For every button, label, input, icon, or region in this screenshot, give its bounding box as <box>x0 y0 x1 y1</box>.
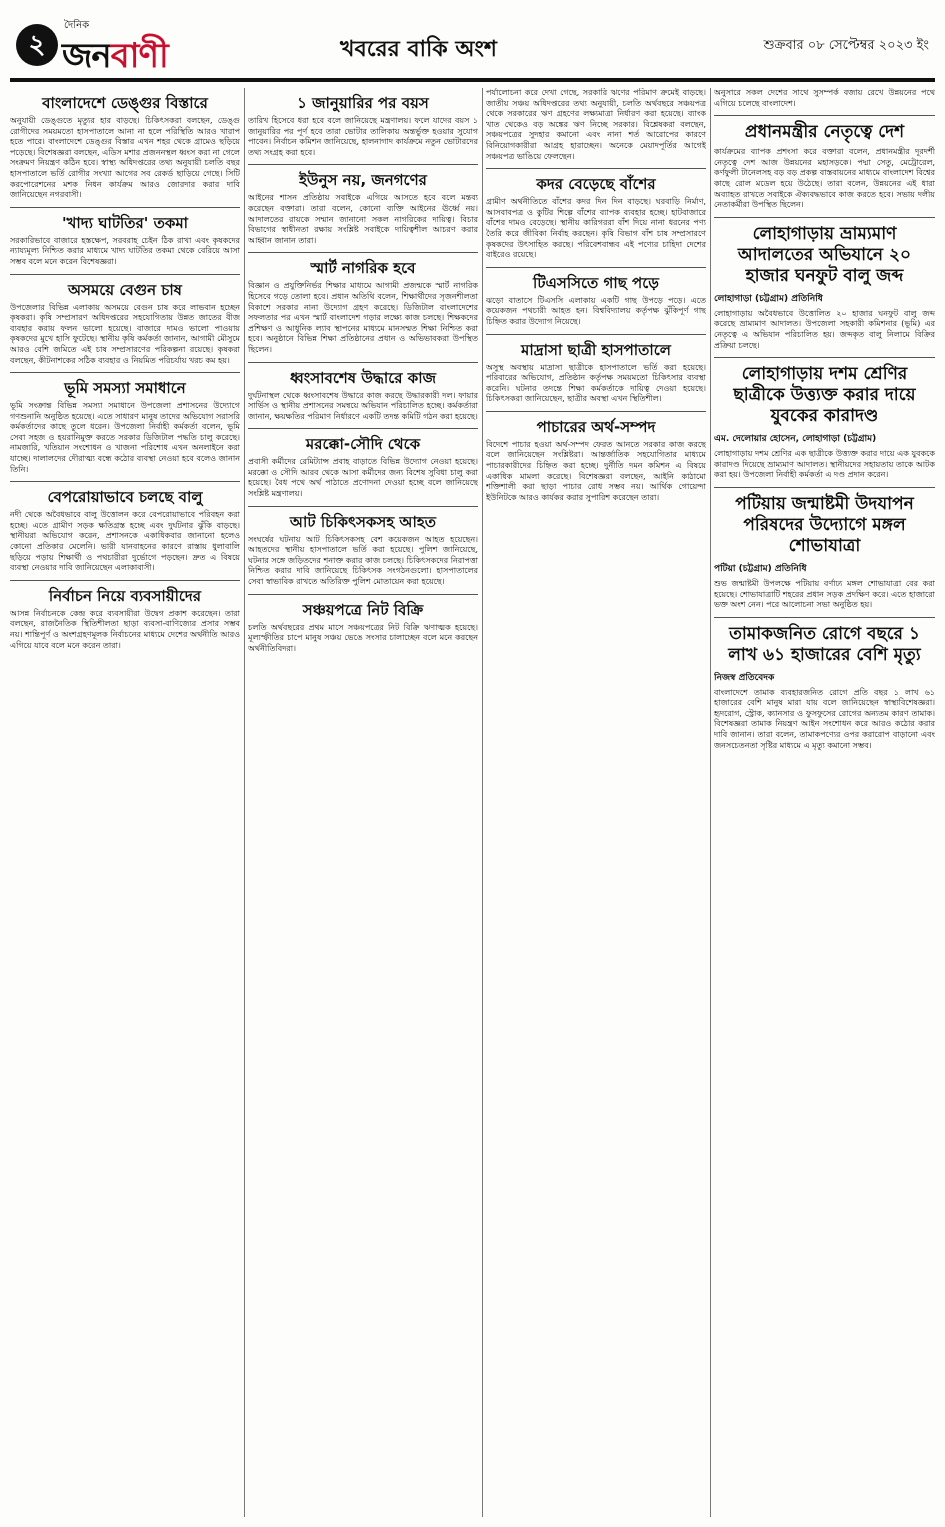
article <box>714 494 935 611</box>
article <box>248 171 478 246</box>
article-byline: লোহাগাড়া (চট্টগ্রাম) প্রতিনিধি <box>714 293 823 304</box>
article <box>248 369 478 423</box>
article-headline: লোহাগাড়ায় ভ্রাম্যমাণ আদালতের অভিযানে ২০ হাজার ঘনফুট বালু জব্দ <box>737 223 912 286</box>
article-headline: ধ্বংসাবশেষ উদ্ধারে কাজ <box>289 368 437 387</box>
divider <box>248 428 478 429</box>
article <box>714 122 935 211</box>
article-headline: স্মার্ট নাগরিক হবে <box>310 259 416 278</box>
column-divider <box>710 88 711 1517</box>
article-body: নদী থেকে অবৈধভাবে বালু উত্তোলন করে বেপরোয়াভাবে পরিবহন করা হচ্ছে। এতে গ্রামীণ সড়ক ক্ষতিগ্রস্ত হচ্ছে এবং দুর্ঘটনার ঝুঁকি বাড়ছে। স্থানীয়রা অভিযোগ করেন, প্রশাসনকে একাধিকবার জানানো হলেও কোনো প্রতিকার মেলেনি। ভারী যানবাহনের কারণে রাস্তায় ধুলাবালি ছড়িয়ে পড়ায় শিক্ষার্থী ও পথচারীরা দুর্ভোগে পড়ছেন। দ্রুত এ বিষয়ে ব্যবস্থা নেওয়ার দাবি জানিয়েছেন এলাকাবাসী। <box>10 510 240 573</box>
article-headline: টিএসসিতে গাছ পড়ে <box>533 273 659 292</box>
divider <box>714 217 935 218</box>
divider <box>10 372 240 373</box>
divider <box>248 594 478 595</box>
article-headline: ইউনুস নয়, জনগণের <box>299 171 427 190</box>
article-body: শুভ জন্মাষ্টমী উপলক্ষে পটিয়ায় বর্ণাঢ্য মঙ্গল শোভাযাত্রা বের করা হয়েছে। শোভাযাত্রাটি শহরের প্রধান সড়ক প্রদক্ষিণ করে। এতে হাজারো ভক্ত অংশ নেন। পরে আলোচনা সভা অনুষ্ঠিত হয়। <box>714 578 935 610</box>
article <box>486 175 706 261</box>
masthead <box>10 10 935 82</box>
article-body: দুর্ঘটনাস্থল থেকে ধ্বংসাবশেষ উদ্ধারে কাজ করছে উদ্ধারকারী দল। ফায়ার সার্ভিস ও স্থানীয় প্রশাসনের সমন্বয়ে অভিযান পরিচালিত হচ্ছে। কর্মকর্তারা জানান, ক্ষয়ক্ষতির পরিমাণ নির্ধারণে একটি তদন্ত কমিটি গঠন করা হয়েছে। <box>248 390 478 421</box>
article <box>248 94 478 158</box>
column-4 <box>714 88 935 1517</box>
article-headline: বেপরোয়াভাবে চলছে বালু <box>47 488 203 507</box>
article <box>714 224 935 351</box>
masthead-rule <box>10 78 935 82</box>
article-body: গ্রামীণ অর্থনীতিতে বাঁশের কদর দিন দিন বাড়ছে। ঘরবাড়ি নির্মাণ, আসবাবপত্র ও কুটির শিল্পে বাঁশের ব্যাপক ব্যবহার হচ্ছে। হাটবাজারে বাঁশের দামও বেড়েছে। স্থানীয় কারিগররা বাঁশ দিয়ে নানা ধরনের পণ্য তৈরি করে জীবিকা নির্বাহ করছেন। কৃষি বিভাগ বাঁশ চাষ সম্প্রসারণে কৃষকদের উৎসাহিত করছে। পরিবেশবান্ধব এই পণ্যের চাহিদা দেশের বাইরেও রয়েছে। <box>486 197 706 260</box>
article <box>486 341 706 405</box>
article-headline: প্রধানমন্ত্রীর নেতৃত্বে দেশ <box>744 122 905 143</box>
article <box>248 513 478 588</box>
column-divider <box>482 88 483 1517</box>
column-2 <box>248 88 478 1517</box>
article-continuation <box>714 88 935 109</box>
article-headline: আট চিকিৎসকসহ আহত <box>289 512 437 531</box>
article-byline: নিজস্ব প্রতিবেদক <box>714 672 775 683</box>
article-body: প্রবাসী কর্মীদের রেমিট্যান্স প্রবাহ বাড়াতে বিভিন্ন উদ্যোগ নেওয়া হয়েছে। মরক্কো ও সৌদি আরব থেকে আসা কর্মীদের জন্য বিশেষ সুবিধা চালু করা হয়েছে। বৈধ পথে অর্থ পাঠাতে প্রণোদনা দেওয়া হচ্ছে বলে জানিয়েছে সংশ্লিষ্ট মন্ত্রণালয়। <box>248 457 478 499</box>
issue-date: শুক্রবার ০৮ সেপ্টেম্বর ২০২৩ ইং <box>763 38 929 53</box>
article <box>486 274 706 328</box>
article-body: উপজেলার বিভিন্ন এলাকায় অসময়ে বেগুন চাষ করে লাভবান হচ্ছেন কৃষকরা। কৃষি সম্প্রসারণ অধিদপ্তরের সহযোগিতায় উন্নত জাতের বীজ ব্যবহার করায় ফলন ভালো হয়েছে। বাজারে দামও ভালো পাওয়ায় কৃষকদের মুখে হাসি ফুটেছে। স্থানীয় কৃষি কর্মকর্তা জানান, আগামী মৌসুমে আরও বেশি জমিতে এই চাষ সম্প্রসারণের পরিকল্পনা রয়েছে। কৃষকরা বলছেন, কীটনাশকের সঠিক ব্যবহার ও নিয়মিত পরিচর্যায় খরচ কম হয়। <box>10 302 240 365</box>
article-body: আইনের শাসন প্রতিষ্ঠায় সবাইকে এগিয়ে আসতে হবে বলে মন্তব্য করেছেন বক্তারা। তারা বলেন, কোনো ব্যক্তি আইনের ঊর্ধ্বে নয়। আদালতের রায়কে সম্মান জানানো সকল নাগরিকের দায়িত্ব। বিচার বিভাগের স্বাধীনতা রক্ষায় সংশ্লিষ্ট সবাইকে দায়িত্বশীল আচরণ করার আহ্বান জানান তারা। <box>248 193 478 245</box>
article-headline: সঞ্চয়পত্রে নিট বিক্রি <box>302 600 424 619</box>
article-headline: কদর বেড়েছে বাঁশের <box>536 175 656 194</box>
column-3 <box>486 88 706 1517</box>
divider <box>248 164 478 165</box>
divider <box>10 207 240 208</box>
article-body: লোহাগাড়ায় অবৈধভাবে উত্তোলিত ২০ হাজার ঘনফুট বালু জব্দ করেছে ভ্রাম্যমাণ আদালত। উপজেলা সহকারী কমিশনার (ভূমি) এর নেতৃত্বে এ অভিযান পরিচালিত হয়। জব্দকৃত বালু নিলামে বিক্রির প্রক্রিয়া চলছে। <box>714 308 935 350</box>
article <box>10 281 240 367</box>
divider <box>486 411 706 412</box>
article-headline: 'খাদ্য ঘাটতির' তকমা <box>61 213 189 232</box>
divider <box>714 617 935 618</box>
page-number: ২ <box>16 24 58 66</box>
article-byline: এম. দেলোয়ার হোসেন, লোহাগাড়া (চট্টগ্রাম) <box>714 434 877 445</box>
article-body: অনুসারে সকল দেশের সাথে সুসম্পর্ক বজায় রেখে উন্নয়নের পথে এগিয়ে চলেছে বাংলাদেশ। <box>714 88 935 108</box>
article-headline: অসময়ে বেগুন চাষ <box>68 280 182 299</box>
divider <box>486 267 706 268</box>
logo-part-2: বাণী <box>110 36 168 76</box>
divider <box>486 168 706 169</box>
article <box>248 259 478 355</box>
logo-prefix: দৈনিক <box>64 20 90 31</box>
article <box>248 435 478 499</box>
article-body: ঝড়ো বাতাসে টিএসসি এলাকায় একটি গাছ উপড়ে পড়ে। এতে কয়েকজন পথচারী আহত হন। বিশ্ববিদ্যালয় কর্তৃপক্ষ ঝুঁকিপূর্ণ গাছ চিহ্নিত করার উদ্যোগ নিয়েছে। <box>486 295 706 326</box>
divider <box>10 580 240 581</box>
article-headline: পটিয়ায় জন্মাষ্টমী উদযাপন পরিষদের উদ্যোগে মঙ্গল শোভাযাত্রা <box>735 493 914 556</box>
article-headline: ১ জানুয়ারির পর বয়স <box>297 94 429 112</box>
article-body: আসন্ন নির্বাচনকে কেন্দ্র করে ব্যবসায়ীরা উদ্বেগ প্রকাশ করেছেন। তারা বলছেন, রাজনৈতিক স্থিতিশীলতা ছাড়া ব্যবসা-বাণিজ্যের প্রসার সম্ভব নয়। শান্তিপূর্ণ ও অংশগ্রহণমূলক নির্বাচনের মাধ্যমে দেশের অর্থনীতি আরও এগিয়ে যাবে বলে মনে করেন তারা। <box>10 608 240 650</box>
article-headline: নির্বাচন নিয়ে ব্যবসায়ীদের <box>48 586 202 605</box>
column-divider <box>244 88 245 1517</box>
article-continuation <box>486 88 706 162</box>
divider <box>248 362 478 363</box>
divider <box>486 334 706 335</box>
article <box>10 488 240 574</box>
article-headline: ভূমি সমস্যা সমাধানে <box>64 379 186 398</box>
article-body: সরকারিভাবে বাজারে হস্তক্ষেপ, সরবরাহ চেইন ঠিক রাখা এবং কৃষকদের ন্যায্যমূল্য নিশ্চিত করার মাধ্যমে খাদ্য ঘাটতির তকমা থেকে বেরিয়ে আসা সম্ভব বলে মনে করেন বিশেষজ্ঞরা। <box>10 235 240 266</box>
article-body: ভূমি সংক্রান্ত বিভিন্ন সমস্যা সমাধানে উপজেলা প্রশাসনের উদ্যোগে গণশুনানি অনুষ্ঠিত হয়েছে। এতে সাধারণ মানুষ তাদের অভিযোগ সরাসরি কর্মকর্তাদের কাছে তুলে ধরেন। উপজেলা নির্বাহী কর্মকর্তা বলেন, ভূমি সেবা সহজ ও হয়রানিমুক্ত করতে সরকার ডিজিটাল পদ্ধতি চালু করেছে। নামজারি, খতিয়ান সংশোধন ও খাজনা পরিশোধ এখন অনলাইনে করা যাচ্ছে। দালালদের দৌরাত্ম্য বন্ধে কঠোর ব্যবস্থা নেওয়া হবে বলেও জানান তিনি। <box>10 401 240 474</box>
article-body: পর্যালোচনা করে দেখা গেছে, সরকারি ঋণের পরিমাণ ক্রমেই বাড়ছে। জাতীয় সঞ্চয় অধিদপ্তরের তথ্য অনুযায়ী, চলতি অর্থবছরে সঞ্চয়পত্র থেকে সরকারের ঋণ গ্রহণের লক্ষ্যমাত্রা নির্ধারণ করা হয়েছে। ব্যাংক খাত থেকেও বড় অঙ্কের ঋণ নিচ্ছে সরকার। বিশ্লেষকরা বলছেন, সঞ্চয়পত্রের সুদহার কমানো এবং নানা শর্ত আরোপের কারণে বিনিয়োগকারীরা আগ্রহ হারাচ্ছেন। অনেকে মেয়াদপূর্তির আগেই সঞ্চয়পত্র ভাঙিয়ে ফেলছেন। <box>486 88 706 161</box>
logo-part-1: জন <box>62 36 111 76</box>
article <box>248 601 478 655</box>
article <box>714 364 935 481</box>
divider <box>248 506 478 507</box>
article <box>10 587 240 651</box>
divider <box>248 252 478 253</box>
divider <box>714 115 935 116</box>
article-body: অনুযায়ী ডেঙ্গুতে মৃত্যুর হার বাড়ছে। চিকিৎসকরা বলছেন, ডেঙ্গু রোগীদের সময়মতো হাসপাতালে আনা না হলে পরিস্থিতি আরও খারাপ হতে পারে। বাংলাদেশে ডেঙ্গুর বিস্তার এখন শহর থেকে গ্রামেও ছড়িয়ে পড়েছে। বিশেষজ্ঞরা বলছেন, এডিস মশার প্রজননস্থল ধ্বংস করা না গেলে সংক্রমণ নিয়ন্ত্রণ কঠিন হবে। স্বাস্থ্য অধিদপ্তরের তথ্য অনুযায়ী চলতি বছর হাসপাতালে ভর্তি রোগীর সংখ্যা আগের সব রেকর্ড ছাড়িয়ে গেছে। সিটি করপোরেশনের মশক নিধন কার্যক্রম আরও জোরদার করার দাবি জানিয়েছেন নগরবাসী। <box>10 116 240 200</box>
article-headline: মাদ্রাসা ছাত্রী হাসপাতালে <box>521 340 671 359</box>
article-body: বাংলাদেশে তামাক ব্যবহারজনিত রোগে প্রতি বছর ১ লাখ ৬১ হাজারের বেশি মানুষ মারা যায় বলে জানিয়েছেন স্বাস্থ্যবিশেষজ্ঞরা। হৃদরোগ, স্ট্রোক, ক্যানসার ও ফুসফুসের রোগের অন্যতম কারণ তামাক। বিশেষজ্ঞরা তামাক নিয়ন্ত্রণ আইন সংশোধন করে আরও কঠোর করার দাবি জানান। তারা বলেন, তামাকপণ্যের ওপর করারোপ বাড়ানো এবং জনসচেতনতা সৃষ্টির মাধ্যমে এ মৃত্যু কমানো সম্ভব। <box>714 687 935 750</box>
article-body: সংঘর্ষের ঘটনায় আট চিকিৎসকসহ বেশ কয়েকজন আহত হয়েছেন। আহতদের স্থানীয় হাসপাতালে ভর্তি করা হয়েছে। পুলিশ জানিয়েছে, ঘটনার সঙ্গে জড়িতদের শনাক্ত করার কাজ চলছে। চিকিৎসকদের নিরাপত্তা নিশ্চিত করার দাবি জানিয়েছে চিকিৎসক সংগঠনগুলো। হাসপাতালের সেবা স্বাভাবিক রাখতে অতিরিক্ত পুলিশ মোতায়েন করা হয়েছে। <box>248 534 478 587</box>
column-1 <box>10 88 240 1517</box>
article-byline: পটিয়া (চট্টগ্রাম) প্রতিনিধি <box>714 563 807 574</box>
article <box>486 418 706 504</box>
article-headline: লোহাগাড়ায় দশম শ্রেণির ছাত্রীকে উত্ত্যক্ত করার দায়ে যুবকের কারাদণ্ড <box>733 364 916 427</box>
divider <box>714 357 935 358</box>
article-body: তারিখ হিসেবে ধরা হবে বলে জানিয়েছে মন্ত্রণালয়। ফলে যাদের বয়স ১ জানুয়ারির পর পূর্ণ হবে তারা ভোটার তালিকায় অন্তর্ভুক্ত হওয়ার সুযোগ পাবেন। নির্বাচন কমিশন জানিয়েছে, হালনাগাদ কার্যক্রমে নতুন ভোটারদের তথ্য সংগ্রহ করা হবে। <box>248 116 478 157</box>
article <box>10 94 240 201</box>
article <box>10 379 240 475</box>
article-headline: পাচারের অর্থ-সম্পদ <box>536 417 656 436</box>
article-body: অসুস্থ অবস্থায় মাদ্রাসা ছাত্রীকে হাসপাতালে ভর্তি করা হয়েছে। পরিবারের অভিযোগ, প্রতিষ্ঠান কর্তৃপক্ষ সময়মতো চিকিৎসার ব্যবস্থা করেনি। ঘটনার তদন্তে শিক্ষা কর্মকর্তাকে দায়িত্ব দেওয়া হয়েছে। চিকিৎসকরা জানিয়েছেন, ছাত্রীর অবস্থা এখন স্থিতিশীল। <box>486 362 706 404</box>
section-title: খবরের বাকি অংশ <box>340 37 497 62</box>
article <box>714 624 935 752</box>
article-body: লোহাগাড়ায় দশম শ্রেণির এক ছাত্রীকে উত্ত্যক্ত করার দায়ে এক যুবককে কারাদণ্ড দিয়েছে ভ্রাম্যমাণ আদালত। স্থানীয়দের সহায়তায় তাকে আটক করা হয়। উপজেলা নির্বাহী কর্মকর্তা এ দণ্ড প্রদান করেন। <box>714 449 935 480</box>
divider <box>10 274 240 275</box>
article-headline: বাংলাদেশে ডেঙ্গুর বিস্তারে <box>42 94 208 112</box>
article-body: বিদেশে পাচার হওয়া অর্থ-সম্পদ ফেরত আনতে সরকার কাজ করছে বলে জানিয়েছেন সংশ্লিষ্টরা। আন্তর্জাতিক সহযোগিতার মাধ্যমে পাচারকারীদের চিহ্নিত করা হচ্ছে। দুর্নীতি দমন কমিশন এ বিষয়ে একাধিক মামলা করেছে। বিশেষজ্ঞরা বলছেন, আইনি কাঠামো শক্তিশালী করা ছাড়া পাচার রোধ সম্ভব নয়। আর্থিক গোয়েন্দা ইউনিটকে আরও কার্যকর করার সুপারিশ করেছেন তারা। <box>486 439 706 502</box>
divider <box>10 481 240 482</box>
article-headline: তামাকজনিত রোগে বছরে ১ লাখ ৬১ হাজারের বেশি মৃত্যু <box>728 623 921 665</box>
article-body: চলতি অর্থবছরের প্রথম মাসে সঞ্চয়পত্রের নিট বিক্রি ঋণাত্মক হয়েছে। মূল্যস্ফীতির চাপে মানুষ সঞ্চয় ভেঙে সংসার চালাচ্ছেন বলে মনে করছেন অর্থনীতিবিদরা। <box>248 622 478 653</box>
article-headline: মরক্কো-সৌদি থেকে <box>305 435 421 454</box>
article-body: কার্যক্রমের ব্যাপক প্রশংসা করে বক্তারা বলেন, প্রধানমন্ত্রীর দূরদর্শী নেতৃত্বে দেশ আজ উন্নয়নের মহাসড়কে। পদ্মা সেতু, মেট্রোরেল, কর্ণফুলী টানেলসহ বড় বড় প্রকল্প বাস্তবায়নের মাধ্যমে বাংলাদেশ বিশ্বের কাছে রোল মডেল হয়ে উঠেছে। তারা বলেন, উন্নয়নের এই ধারা অব্যাহত রাখতে সবাইকে ঐক্যবদ্ধভাবে কাজ করতে হবে। সভায় দলীয় নেতাকর্মীরা উপস্থিত ছিলেন। <box>714 147 935 210</box>
article-body: বিজ্ঞান ও প্রযুক্তিনির্ভর শিক্ষার মাধ্যমে আগামী প্রজন্মকে স্মার্ট নাগরিক হিসেবে গড়ে তোলা হবে। প্রধান অতিথি বলেন, শিক্ষার্থীদের সৃজনশীলতা বিকাশে সরকার নানা উদ্যোগ গ্রহণ করেছে। ডিজিটাল বাংলাদেশের সফলতার পর এখন স্মার্ট বাংলাদেশ গড়ার লক্ষ্যে কাজ চলছে। শিক্ষকদের প্রশিক্ষণ ও আধুনিক ল্যাব স্থাপনের মাধ্যমে মানসম্মত শিক্ষা নিশ্চিত করা হবে। অনুষ্ঠানে বিভিন্ন শিক্ষা প্রতিষ্ঠানের প্রধান ও অভিভাবকরা উপস্থিত ছিলেন। <box>248 281 478 354</box>
article <box>10 214 240 268</box>
divider <box>714 487 935 488</box>
